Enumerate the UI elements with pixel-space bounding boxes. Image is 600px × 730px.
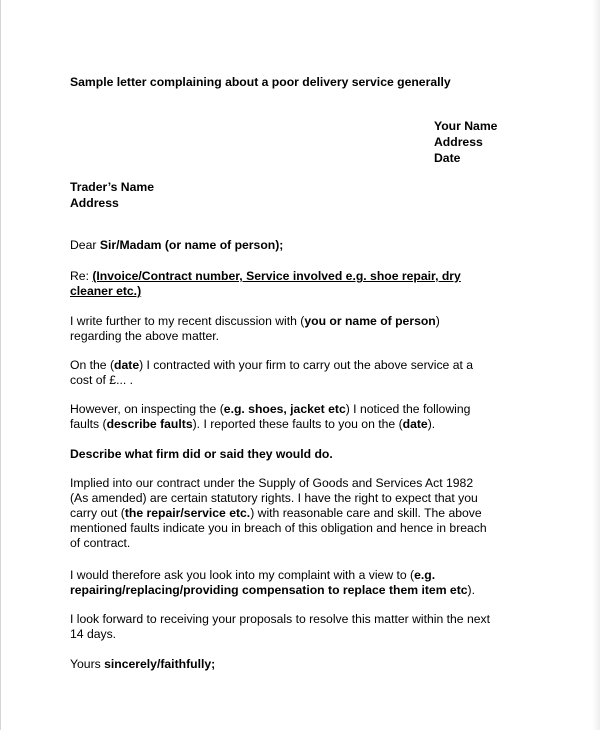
- text-run: ) with reasonable care and skill. The above: [250, 506, 482, 520]
- text-line: Implied into our contract under the Supply of Goods and Services Act 1982: [70, 476, 474, 490]
- text-line: of contract.: [70, 536, 131, 550]
- sender-address: Address: [434, 135, 483, 149]
- paragraph-request: [70, 568, 500, 598]
- placeholder-faults: describe faults: [106, 417, 193, 431]
- salutation-prefix: Dear: [70, 238, 100, 252]
- paragraph-contract-date: [70, 358, 500, 388]
- placeholder-date: date: [114, 358, 140, 372]
- reference-detail-line2: cleaner etc.): [70, 284, 142, 298]
- page-edge-shadow: [592, 0, 600, 730]
- reference-line: [70, 269, 490, 299]
- text-run: ) I noticed the following: [345, 402, 471, 416]
- paragraph-statutory-rights: [70, 476, 510, 551]
- placeholder-date: date: [402, 417, 428, 431]
- text-line: 14 days.: [70, 627, 117, 641]
- paragraph-faults: [70, 402, 500, 432]
- text-line: (As amended) are certain statutory rights. I have the right to expect that you: [70, 491, 478, 505]
- text-run: I write further to my recent discussion with (: [70, 314, 305, 328]
- placeholder-service: the repair/service etc.: [124, 506, 251, 520]
- salutation: [70, 238, 283, 253]
- sender-block: [434, 118, 497, 166]
- placeholder-person: you or name of person: [304, 314, 436, 328]
- text-line: regarding the above matter.: [70, 329, 220, 343]
- placeholder-remedy: repairing/replacing/providing compensation to replace them item etc: [70, 583, 468, 597]
- text-line: mentioned faults indicate you in breach of this obligation and hence in breach: [70, 521, 487, 535]
- text-run: ): [435, 314, 440, 328]
- letter-title: Sample letter complaining about a poor delivery service generally: [70, 75, 451, 89]
- sender-name: Your Name: [434, 119, 498, 133]
- closing-prefix: Yours: [70, 657, 105, 671]
- reference-detail-line1: (Invoice/Contract number, Service involved e.g. shoe repair, dry: [92, 269, 461, 283]
- text-run: faults (: [70, 417, 107, 431]
- sender-date: Date: [434, 151, 461, 165]
- trader-block: [70, 179, 154, 211]
- text-run: I would therefore ask you look into my complaint with a view to (: [70, 568, 415, 582]
- text-line: cost of £... .: [70, 373, 133, 387]
- text-run: ).: [467, 583, 475, 597]
- salutation-name: Sir/Madam (or name of person);: [99, 238, 284, 252]
- reference-prefix: Re:: [70, 269, 93, 283]
- text-run: On the (: [70, 358, 115, 372]
- text-line: I look forward to receiving your proposals to resolve this matter within the next: [70, 612, 490, 626]
- text-run: However, on inspecting the (: [70, 402, 224, 416]
- placeholder-remedy-start: e.g.: [414, 568, 436, 582]
- describe-heading: Describe what firm did or said they would do.: [70, 447, 333, 461]
- closing: [70, 657, 215, 672]
- text-run: ).: [427, 417, 436, 431]
- trader-name: Trader’s Name: [70, 180, 155, 194]
- trader-address: Address: [70, 196, 119, 210]
- text-run: ). I reported these faults to you on the (: [192, 417, 403, 431]
- paragraph-discussion: [70, 314, 500, 344]
- text-run: carry out (: [70, 506, 125, 520]
- paragraph-proposals: [70, 612, 510, 642]
- closing-signoff: sincerely/faithfully;: [104, 657, 216, 671]
- text-run: ) I contracted with your firm to carry out the above service at a: [139, 358, 474, 372]
- placeholder-items: e.g. shoes, jacket etc: [223, 402, 346, 416]
